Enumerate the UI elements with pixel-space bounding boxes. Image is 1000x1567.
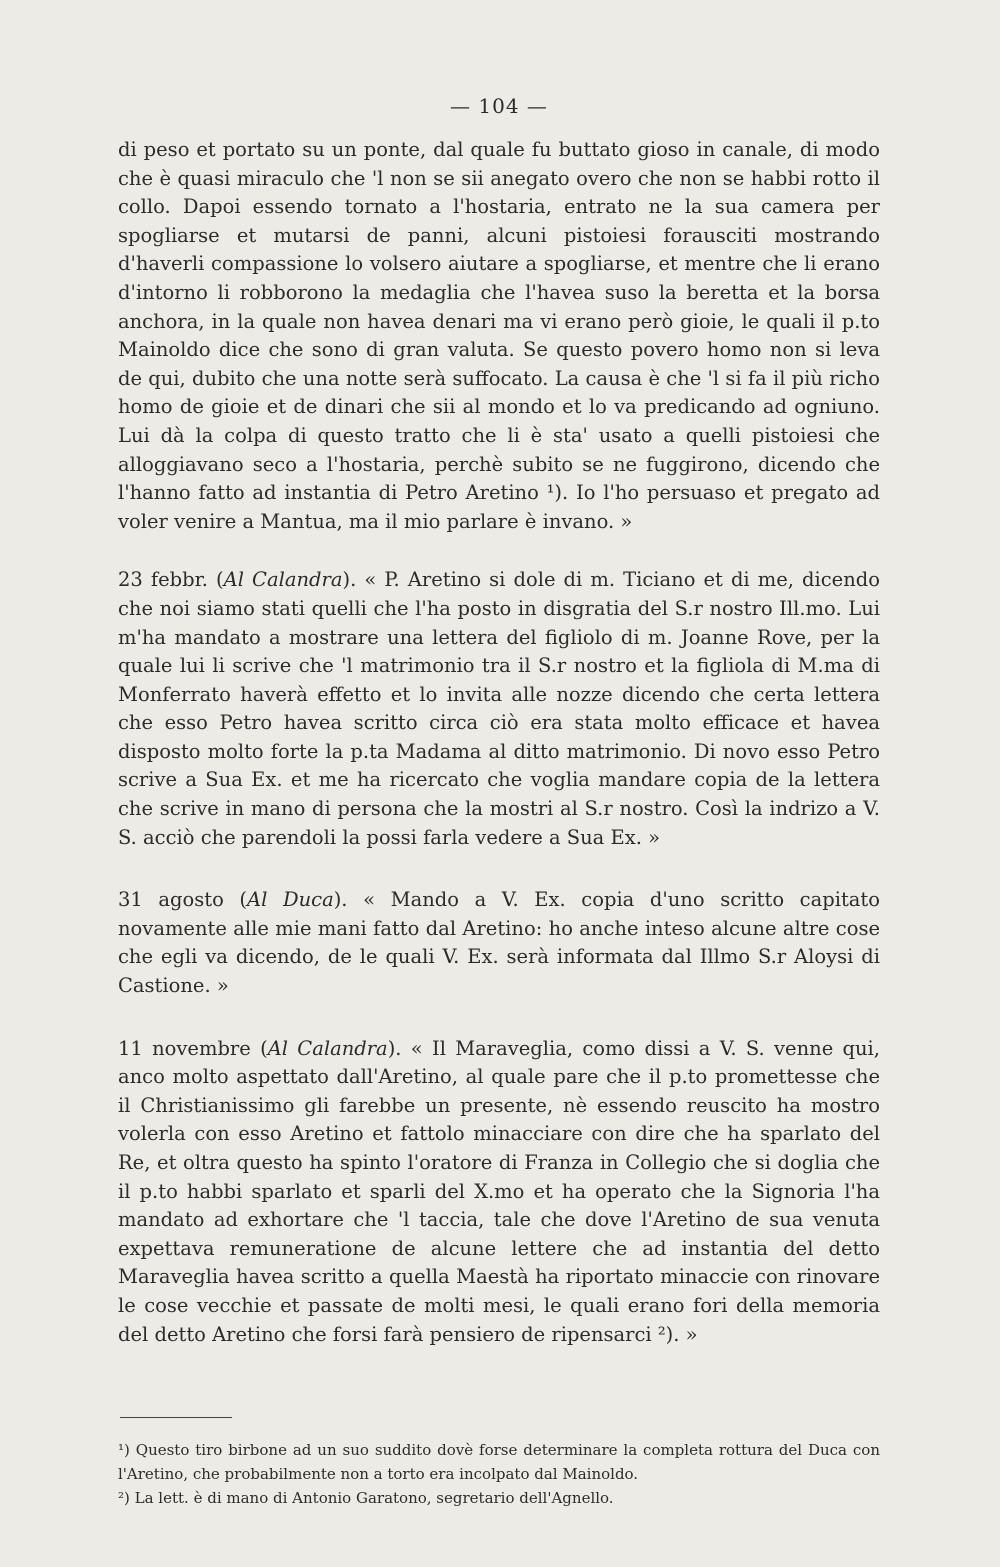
entry-date: 23 febbr. ( <box>118 568 224 592</box>
entry-recipient: Al Calandra <box>267 1036 388 1060</box>
footnote-2: ²) La lett. è di mano di Antonio Garatono, segretario dell'Agnello. <box>118 1489 614 1508</box>
paragraph-text: di peso et portato su un ponte, dal quale fu buttato gioso in canale, di modo che è quasi miraculo che 'l non se sii anegato overo che non se habbi rotto il collo. Dapoi essendo tornato a l'hostaria, entrato ne la sua camera per spogliarse et mutarsi de panni, alcuni pistoiesi forausciti mostrando d'haverli compassione lo volsero aiutare a spogliarse, et mentre che li erano d'intorno li robborono la medaglia che l'havea suso la beretta et la borsa anchora, in la quale non havea denari ma vi erano però gioie, le quali il p.to Mainoldo dice che sono di gran valuta. Se questo povero homo non si leva de qui, dubito che una notte serà suffocato. La causa è che 'l si fa il più richo homo de gioie et de dinari che sii al mondo et lo va predicando ad ogniuno. Lui dà la colpa di questo tratto che li è sta' usato a quelli pistoiesi che alloggiavano seco a l'hostaria, perchè subito se ne fuggirono, dicendo che l'hanno fatto ad instantia di Petro Aretino ¹). Io l'ho persuaso et pregato ad voler venire a Mantua, ma il mio parlare è invano. » <box>118 138 880 533</box>
entry-body: ). « P. Aretino si dole di m. Ticiano et di me, dicendo che noi siamo stati quelli che l'ha posto in disgratia del S.r nostro Ill.mo. Lui m'ha mandato a mostrare una lettera del figliolo di m. Joanne Rove, per la quale lui li scrive che 'l matrimonio tra il S.r nostro et la figliola di M.ma di Monferrato haverà effetto et lo invita alle nozze dicendo che certa lettera che esso Petro havea scritto circa ciò era stata molto efficace et havea disposto molto forte la p.ta Madama al ditto matrimonio. Di novo esso Petro scrive a Sua Ex. et me ha ricercato che voglia mandare copia de la lettera che scrive in mano di persona che la mostri al S.r nostro. Così la indrizo a V. S. acciò che parendoli la possi farla vedere a Sua Ex. » <box>118 568 880 849</box>
entry-recipient: Al Calandra <box>223 568 343 592</box>
entry-date: 11 novembre ( <box>118 1036 268 1060</box>
footnote-separator <box>120 1417 232 1418</box>
letter-entry-aug <box>118 886 880 1000</box>
paragraph-continuation <box>118 136 880 536</box>
letter-entry-text <box>118 1035 880 1350</box>
entry-date: 31 agosto ( <box>118 888 248 912</box>
page-number: — 104 — <box>450 94 548 118</box>
letter-entry-text <box>118 566 880 852</box>
letter-entry-text <box>118 886 880 1000</box>
letter-entry-nov <box>118 1035 880 1350</box>
entry-body: ). « Il Maraveglia, como dissi a V. S. venne qui, anco molto aspettato dall'Aretino, al quale pare che il p.to promettesse che il Christianissimo gli farebbe un presente, nè essendo reuscito ha mostro volerla con esso Aretino et fattolo minacciare con dire che ha sparlato del Re, et oltra questo ha spinto l'oratore di Franza in Collegio che si doglia che il p.to habbi sparlato et sparli del X.mo et ha operato che la Signoria l'ha mandato ad exhortare che 'l taccia, tale che dove l'Aretino de sua venuta expettava remuneratione de alcune lettere che ad instantia del detto Maraveglia havea scritto a quella Maestà ha riportato minaccie con rinovare le cose vecchie et passate de molti mesi, le quali erano fori della memoria del detto Aretino che forsi farà pensiero de ripensarci ²). » <box>118 1036 880 1346</box>
entry-recipient: Al Duca <box>247 888 334 912</box>
entry-body: ). « Mando a V. Ex. copia d'uno scritto capitato novamente alle mie mani fatto dal Aretino: ho anche inteso alcune altre cose che egli va dicendo, de le quali V. Ex. serà informata dal Illmo S.r Aloysi di Castione. » <box>118 888 880 998</box>
letter-entry-feb <box>118 566 880 852</box>
footnotes <box>118 1438 880 1510</box>
footnote-1: ¹) Questo tiro birbone ad un suo suddito dovè forse determinare la completa rottura del Duca con l'Aretino, che probabilmente non a torto era incolpato dal Mainoldo. <box>118 1441 880 1484</box>
